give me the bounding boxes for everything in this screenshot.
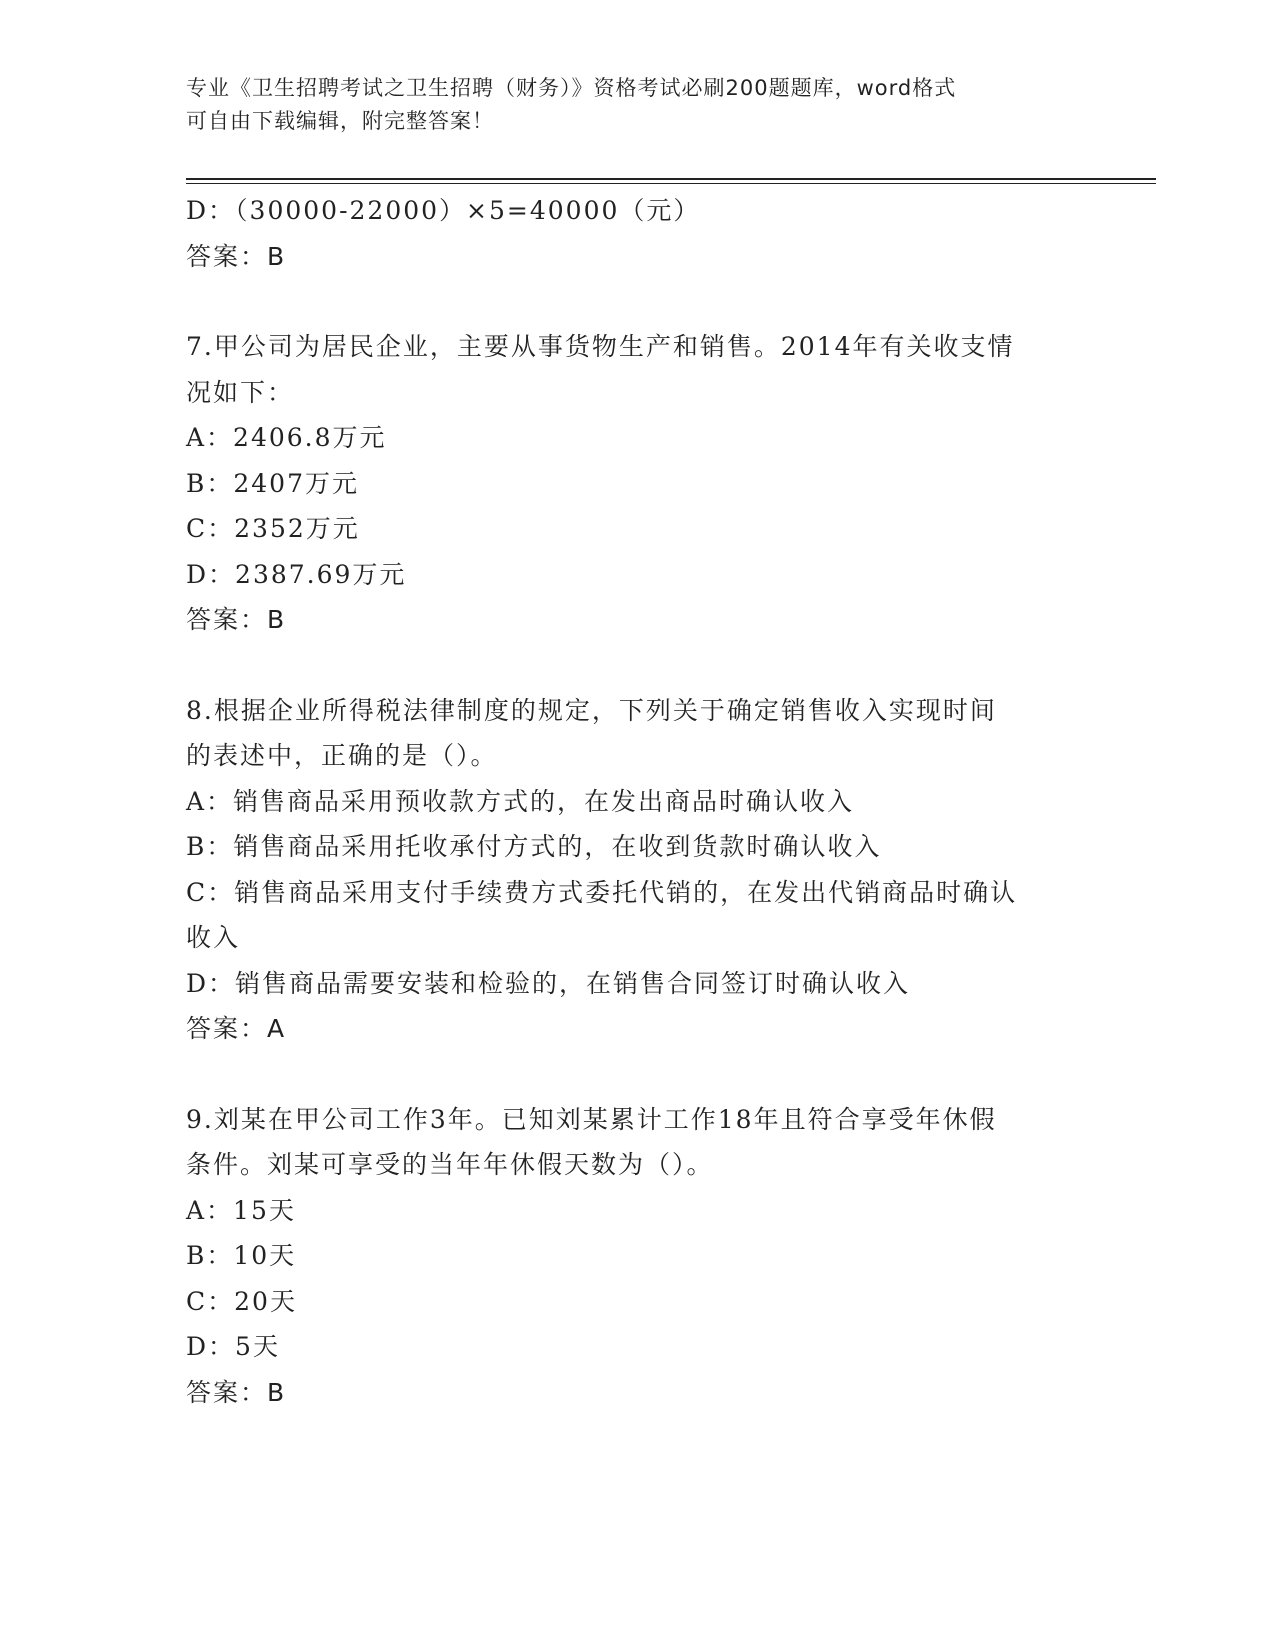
spacer <box>186 279 1066 324</box>
question-stem: 7.甲公司为居民企业，主要从事货物生产和销售。2014年有关收支情 <box>186 332 1015 361</box>
question-stem: 8.根据企业所得税法律制度的规定，下列关于确定销售收入实现时间 <box>186 695 997 725</box>
question-7 <box>186 324 1066 643</box>
option-c: C：20天 <box>186 1286 297 1316</box>
question-list <box>186 188 1066 1415</box>
option-c-cont: 收入 <box>186 923 241 952</box>
question-stem: 9.刘某在甲公司工作3年。已知刘某累计工作18年且符合享受年休假 <box>186 1104 997 1134</box>
option-d: D：销售商品需要安装和检验的，在销售合同签订时确认收入 <box>186 968 911 998</box>
spacer <box>186 1052 1066 1097</box>
option-b: B：10天 <box>186 1241 297 1270</box>
question-8 <box>186 688 1066 1052</box>
question-stem-cont: 条件。刘某可享受的当年年休假天数为（）。 <box>186 1150 714 1179</box>
option-a: A：2406.8万元 <box>186 423 387 452</box>
answer-line: 答案：B <box>186 1377 287 1407</box>
answer-line: 答案：A <box>186 1014 287 1043</box>
question-stem-cont: 的表述中，正确的是（）。 <box>186 741 498 770</box>
header-divider-thin <box>186 183 1156 184</box>
option-b: B：销售商品采用托收承付方式的，在收到货款时确认收入 <box>186 832 882 861</box>
option-b: B：2407万元 <box>186 468 359 498</box>
option-c: C：2352万元 <box>186 514 360 543</box>
option-d: D：2387.69万元 <box>186 559 407 589</box>
question-6-tail <box>186 188 1066 279</box>
question-9 <box>186 1097 1066 1416</box>
option-d: D：5天 <box>186 1332 280 1361</box>
question-stem-cont: 况如下： <box>186 377 295 407</box>
answer-line: 答案：B <box>186 605 287 634</box>
option-a: A：15天 <box>186 1195 296 1225</box>
option-c: C：销售商品采用支付手续费方式委托代销的，在发出代销商品时确认 <box>186 877 1018 907</box>
option-d: D：（30000-22000）×5=40000（元） <box>186 196 701 225</box>
answer-line: 答案：B <box>186 241 287 271</box>
option-a: A：销售商品采用预收款方式的，在发出商品时确认收入 <box>186 786 855 816</box>
spacer <box>186 643 1066 688</box>
header-line-2: 可自由下载编辑，附完整答案！ <box>186 109 494 133</box>
header-divider-thick <box>186 178 1156 180</box>
header-line-1: 专业《卫生招聘考试之卫生招聘（财务）》资格考试必刷200题题库，word格式 <box>186 76 957 100</box>
document-header <box>186 72 1066 138</box>
